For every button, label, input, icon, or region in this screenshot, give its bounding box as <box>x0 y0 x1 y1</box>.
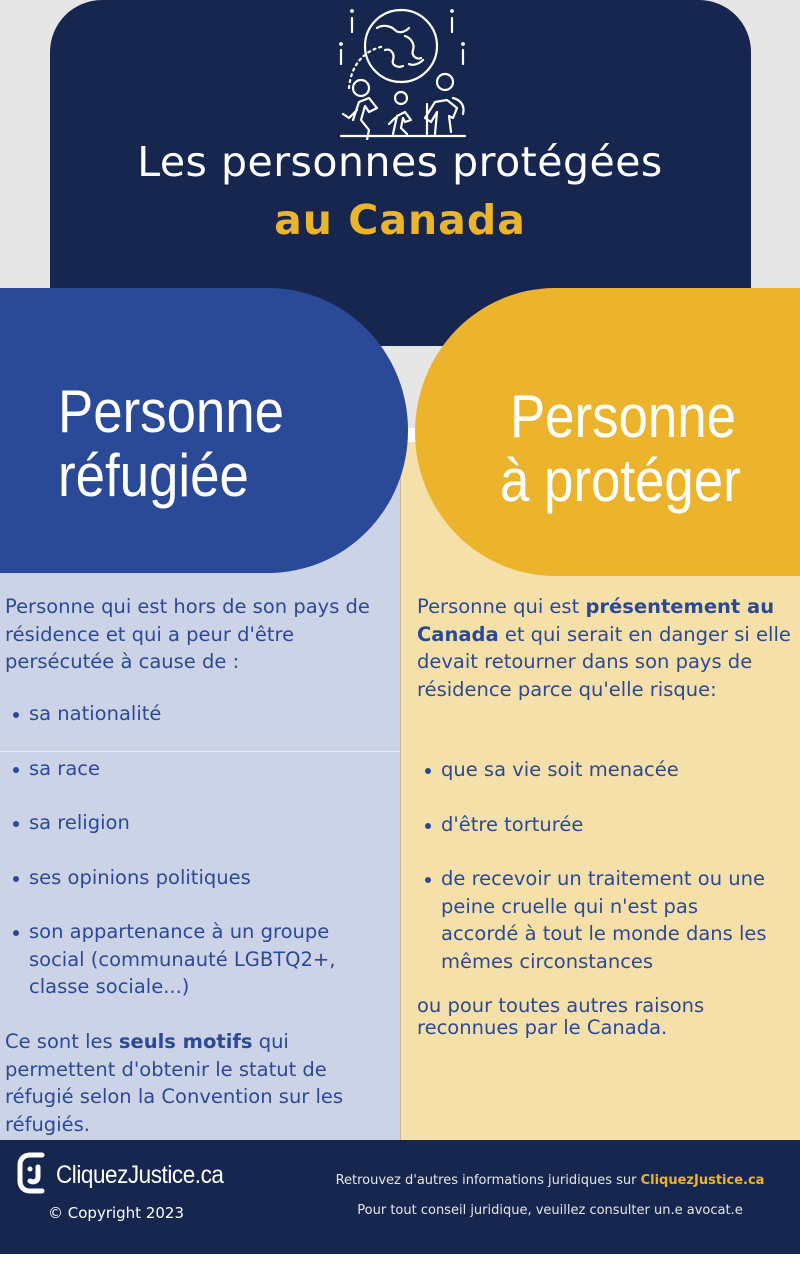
intro-text: Personne qui est <box>417 595 586 618</box>
page-title-line1: Les personnes protégées <box>137 138 663 186</box>
list-item: ses opinions politiques <box>5 864 385 892</box>
copyright: © Copyright 2023 <box>48 1204 185 1222</box>
cliquezjustice-logo-icon <box>16 1151 50 1199</box>
refugee-heading-line1: Personne <box>58 378 285 445</box>
refugee-heading-line2: réfugiée <box>58 442 249 509</box>
cliquezjustice-link[interactable]: CliquezJustice.ca <box>640 1173 765 1188</box>
cliquezjustice-logo[interactable] <box>16 1152 242 1198</box>
refugee-grounds-list <box>5 700 385 1001</box>
protected-heading-line1: Personne <box>509 383 737 450</box>
protected-conclusion: ou pour toutes autres raisons reconnues par le Canada. <box>417 994 705 1039</box>
conclusion-text: qui permettent d'obtenir le statut de réfugié selon la Convention sur les réfugiés. <box>5 1030 344 1136</box>
intro-bold: présentement au Canada <box>417 595 775 646</box>
list-item: que sa vie soit menacée <box>417 756 787 784</box>
list-item: sa religion <box>5 809 385 837</box>
refugee-intro: Personne qui est hors de son pays de résidence et qui a peur d'être persécutée à cause de : <box>5 595 370 673</box>
protected-intro <box>417 593 792 703</box>
globe-migrating-family-icon <box>335 8 469 140</box>
list-item: sa nationalité <box>5 700 385 728</box>
protected-heading <box>500 385 741 513</box>
protected-risks-list <box>417 756 787 975</box>
footer-info-text: Retrouvez d'autres informations juridiques sur <box>335 1173 641 1188</box>
footer-info-line <box>300 1173 800 1188</box>
footer-disclaimer: Pour tout conseil juridique, veuillez consulter un.e avocat.e <box>357 1203 743 1218</box>
refugee-heading <box>58 380 284 508</box>
list-item: d'être torturée <box>417 811 787 839</box>
protected-heading-line2: à protéger <box>500 447 741 514</box>
list-item: son appartenance à un groupe social (communauté LGBTQ2+, classe sociale...) <box>5 918 385 1001</box>
logo-text: CliquezJustice.ca <box>56 1160 224 1189</box>
intro-text: et qui serait en danger si elle devait retourner dans son pays de résidence parce qu'elle risque: <box>417 622 791 701</box>
conclusion-bold: seuls motifs <box>118 1030 253 1053</box>
list-item: de recevoir un traitement ou une peine cruelle qui n'est pas accordé à tout le monde dans les mêmes circonstances <box>417 865 787 975</box>
page-title-line2: au Canada <box>274 196 526 244</box>
refugee-conclusion <box>5 1028 385 1138</box>
list-item: sa race <box>5 755 385 783</box>
conclusion-text: Ce sont les <box>5 1030 119 1053</box>
